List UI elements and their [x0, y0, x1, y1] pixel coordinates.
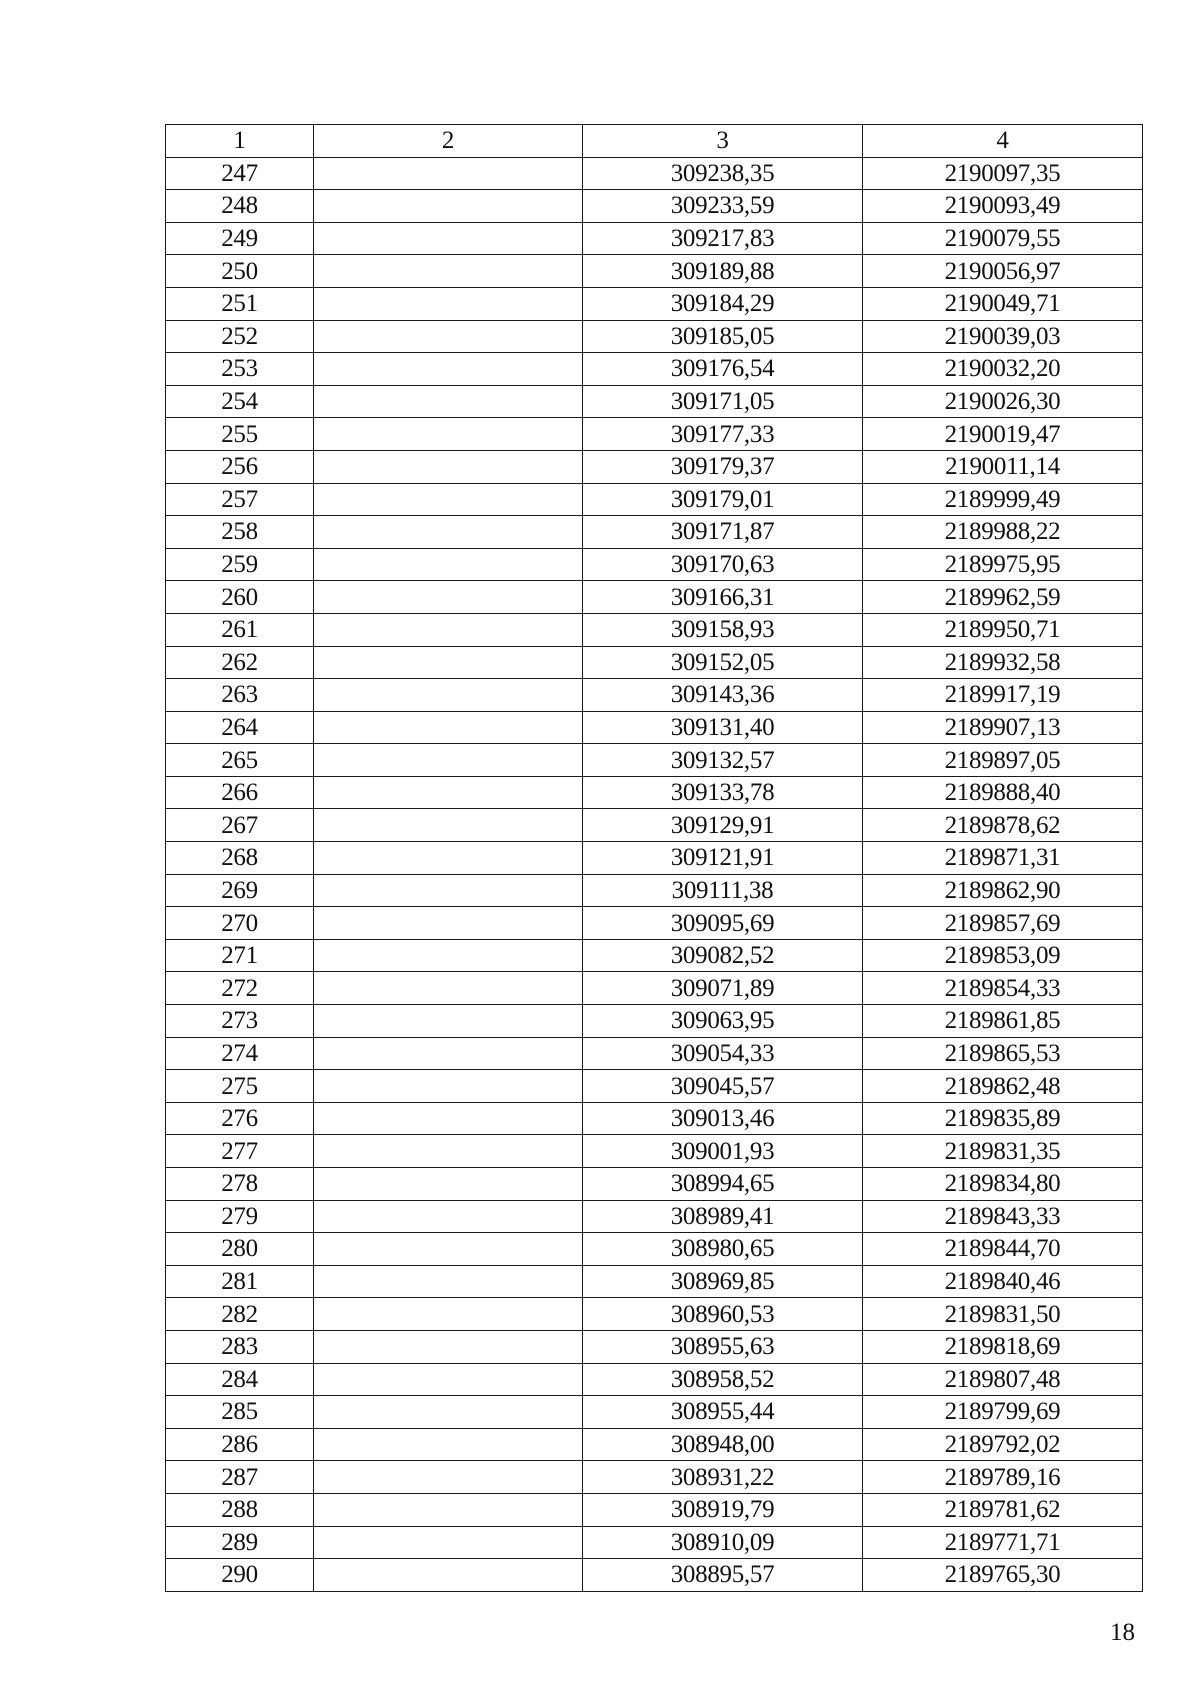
table-row [166, 1102, 1143, 1135]
table-row [166, 842, 1143, 875]
table-row [166, 613, 1143, 646]
table-row [166, 287, 1143, 320]
table-row [166, 646, 1143, 679]
table-row [166, 1330, 1143, 1363]
point-number-cell: 252 [166, 320, 314, 353]
description-cell [314, 1265, 583, 1298]
x-coordinate-cell: 309131,40 [583, 711, 863, 744]
table-row [166, 711, 1143, 744]
description-cell [314, 1037, 583, 1070]
y-coordinate-cell: 2189834,80 [863, 1168, 1143, 1201]
x-coordinate-cell: 309045,57 [583, 1070, 863, 1103]
x-coordinate-cell: 308969,85 [583, 1265, 863, 1298]
description-cell [314, 1363, 583, 1396]
y-coordinate-cell: 2189792,02 [863, 1428, 1143, 1461]
point-number-cell: 263 [166, 679, 314, 712]
x-coordinate-cell: 309177,33 [583, 418, 863, 451]
description-cell [314, 711, 583, 744]
y-coordinate-cell: 2189831,50 [863, 1298, 1143, 1331]
point-number-cell: 284 [166, 1363, 314, 1396]
point-number-cell: 287 [166, 1461, 314, 1494]
x-coordinate-cell: 309166,31 [583, 581, 863, 614]
point-number-cell: 262 [166, 646, 314, 679]
table-row [166, 548, 1143, 581]
y-coordinate-cell: 2189932,58 [863, 646, 1143, 679]
y-coordinate-cell: 2189840,46 [863, 1265, 1143, 1298]
x-coordinate-cell: 309063,95 [583, 1005, 863, 1038]
description-cell [314, 679, 583, 712]
x-coordinate-cell: 309189,88 [583, 255, 863, 288]
point-number-cell: 260 [166, 581, 314, 614]
description-cell [314, 1070, 583, 1103]
y-coordinate-cell: 2190093,49 [863, 190, 1143, 223]
x-coordinate-cell: 309071,89 [583, 972, 863, 1005]
point-number-cell: 281 [166, 1265, 314, 1298]
table-row [166, 1526, 1143, 1559]
y-coordinate-cell: 2190011,14 [863, 450, 1143, 483]
x-coordinate-cell: 309132,57 [583, 744, 863, 777]
description-cell [314, 353, 583, 386]
x-coordinate-cell: 309001,93 [583, 1135, 863, 1168]
table-row [166, 776, 1143, 809]
x-coordinate-cell: 308910,09 [583, 1526, 863, 1559]
coordinates-table [165, 124, 1143, 1592]
point-number-cell: 247 [166, 157, 314, 190]
point-number-cell: 282 [166, 1298, 314, 1331]
point-number-cell: 269 [166, 874, 314, 907]
description-cell [314, 1493, 583, 1526]
y-coordinate-cell: 2189865,53 [863, 1037, 1143, 1070]
description-cell [314, 1428, 583, 1461]
y-coordinate-cell: 2190032,20 [863, 353, 1143, 386]
y-coordinate-cell: 2189862,90 [863, 874, 1143, 907]
description-cell [314, 646, 583, 679]
description-cell [314, 809, 583, 842]
point-number-cell: 285 [166, 1396, 314, 1429]
x-coordinate-cell: 309133,78 [583, 776, 863, 809]
table-row [166, 972, 1143, 1005]
table-row [166, 157, 1143, 190]
table-row [166, 1037, 1143, 1070]
point-number-cell: 255 [166, 418, 314, 451]
table-row [166, 222, 1143, 255]
point-number-cell: 257 [166, 483, 314, 516]
y-coordinate-cell: 2189831,35 [863, 1135, 1143, 1168]
y-coordinate-cell: 2190097,35 [863, 157, 1143, 190]
x-coordinate-cell: 309171,05 [583, 385, 863, 418]
x-coordinate-cell: 309129,91 [583, 809, 863, 842]
point-number-cell: 290 [166, 1559, 314, 1592]
x-coordinate-cell: 308948,00 [583, 1428, 863, 1461]
x-coordinate-cell: 308955,63 [583, 1330, 863, 1363]
y-coordinate-cell: 2189862,48 [863, 1070, 1143, 1103]
table-row [166, 483, 1143, 516]
x-coordinate-cell: 308980,65 [583, 1233, 863, 1266]
table-row [166, 809, 1143, 842]
point-number-cell: 261 [166, 613, 314, 646]
table-row [166, 1493, 1143, 1526]
description-cell [314, 1330, 583, 1363]
table-body [166, 157, 1143, 1591]
x-coordinate-cell: 309054,33 [583, 1037, 863, 1070]
y-coordinate-cell: 2190019,47 [863, 418, 1143, 451]
point-number-cell: 277 [166, 1135, 314, 1168]
point-number-cell: 256 [166, 450, 314, 483]
description-cell [314, 1461, 583, 1494]
point-number-cell: 272 [166, 972, 314, 1005]
y-coordinate-cell: 2189861,85 [863, 1005, 1143, 1038]
header-cell-col-4: 4 [863, 125, 1143, 158]
x-coordinate-cell: 308960,53 [583, 1298, 863, 1331]
x-coordinate-cell: 308955,44 [583, 1396, 863, 1429]
table-row [166, 1005, 1143, 1038]
description-cell [314, 1005, 583, 1038]
table-header [166, 125, 1143, 158]
y-coordinate-cell: 2189854,33 [863, 972, 1143, 1005]
table-row [166, 1233, 1143, 1266]
point-number-cell: 258 [166, 516, 314, 549]
table-row [166, 744, 1143, 777]
table-row [166, 1135, 1143, 1168]
y-coordinate-cell: 2189789,16 [863, 1461, 1143, 1494]
point-number-cell: 279 [166, 1200, 314, 1233]
description-cell [314, 972, 583, 1005]
x-coordinate-cell: 309233,59 [583, 190, 863, 223]
x-coordinate-cell: 309082,52 [583, 939, 863, 972]
description-cell [314, 190, 583, 223]
x-coordinate-cell: 309179,01 [583, 483, 863, 516]
description-cell [314, 613, 583, 646]
y-coordinate-cell: 2189781,62 [863, 1493, 1143, 1526]
table-row [166, 1265, 1143, 1298]
table-row [166, 255, 1143, 288]
header-cell-col-3: 3 [583, 125, 863, 158]
x-coordinate-cell: 309095,69 [583, 907, 863, 940]
y-coordinate-cell: 2189888,40 [863, 776, 1143, 809]
point-number-cell: 280 [166, 1233, 314, 1266]
description-cell [314, 1135, 583, 1168]
table-row [166, 1461, 1143, 1494]
y-coordinate-cell: 2189799,69 [863, 1396, 1143, 1429]
table-row [166, 874, 1143, 907]
point-number-cell: 274 [166, 1037, 314, 1070]
description-cell [314, 255, 583, 288]
description-cell [314, 1102, 583, 1135]
y-coordinate-cell: 2189988,22 [863, 516, 1143, 549]
x-coordinate-cell: 309176,54 [583, 353, 863, 386]
y-coordinate-cell: 2190039,03 [863, 320, 1143, 353]
table-row [166, 320, 1143, 353]
description-cell [314, 1168, 583, 1201]
table-row [166, 1396, 1143, 1429]
point-number-cell: 275 [166, 1070, 314, 1103]
description-cell [314, 157, 583, 190]
description-cell [314, 1526, 583, 1559]
x-coordinate-cell: 308958,52 [583, 1363, 863, 1396]
point-number-cell: 286 [166, 1428, 314, 1461]
point-number-cell: 273 [166, 1005, 314, 1038]
table-row [166, 1168, 1143, 1201]
y-coordinate-cell: 2190049,71 [863, 287, 1143, 320]
header-cell-col-1: 1 [166, 125, 314, 158]
point-number-cell: 254 [166, 385, 314, 418]
description-cell [314, 939, 583, 972]
x-coordinate-cell: 309184,29 [583, 287, 863, 320]
table-row [166, 353, 1143, 386]
x-coordinate-cell: 309170,63 [583, 548, 863, 581]
y-coordinate-cell: 2189818,69 [863, 1330, 1143, 1363]
point-number-cell: 283 [166, 1330, 314, 1363]
x-coordinate-cell: 308895,57 [583, 1559, 863, 1592]
description-cell [314, 744, 583, 777]
table-row [166, 581, 1143, 614]
y-coordinate-cell: 2190026,30 [863, 385, 1143, 418]
y-coordinate-cell: 2189857,69 [863, 907, 1143, 940]
x-coordinate-cell: 309185,05 [583, 320, 863, 353]
table-row [166, 190, 1143, 223]
point-number-cell: 253 [166, 353, 314, 386]
description-cell [314, 320, 583, 353]
description-cell [314, 1233, 583, 1266]
table-row [166, 907, 1143, 940]
point-number-cell: 278 [166, 1168, 314, 1201]
y-coordinate-cell: 2189907,13 [863, 711, 1143, 744]
table-row [166, 1363, 1143, 1396]
point-number-cell: 271 [166, 939, 314, 972]
description-cell [314, 450, 583, 483]
x-coordinate-cell: 309217,83 [583, 222, 863, 255]
description-cell [314, 776, 583, 809]
y-coordinate-cell: 2189897,05 [863, 744, 1143, 777]
point-number-cell: 289 [166, 1526, 314, 1559]
description-cell [314, 483, 583, 516]
point-number-cell: 259 [166, 548, 314, 581]
point-number-cell: 265 [166, 744, 314, 777]
point-number-cell: 266 [166, 776, 314, 809]
y-coordinate-cell: 2190056,97 [863, 255, 1143, 288]
description-cell [314, 907, 583, 940]
y-coordinate-cell: 2189878,62 [863, 809, 1143, 842]
x-coordinate-cell: 309158,93 [583, 613, 863, 646]
description-cell [314, 385, 583, 418]
x-coordinate-cell: 309152,05 [583, 646, 863, 679]
description-cell [314, 1200, 583, 1233]
y-coordinate-cell: 2189871,31 [863, 842, 1143, 875]
y-coordinate-cell: 2189962,59 [863, 581, 1143, 614]
y-coordinate-cell: 2189835,89 [863, 1102, 1143, 1135]
x-coordinate-cell: 309121,91 [583, 842, 863, 875]
x-coordinate-cell: 309179,37 [583, 450, 863, 483]
header-row [166, 125, 1143, 158]
description-cell [314, 222, 583, 255]
table-row [166, 450, 1143, 483]
point-number-cell: 288 [166, 1493, 314, 1526]
table-row [166, 1559, 1143, 1592]
header-cell-col-2: 2 [314, 125, 583, 158]
y-coordinate-cell: 2189807,48 [863, 1363, 1143, 1396]
x-coordinate-cell: 309171,87 [583, 516, 863, 549]
point-number-cell: 268 [166, 842, 314, 875]
description-cell [314, 1396, 583, 1429]
point-number-cell: 249 [166, 222, 314, 255]
y-coordinate-cell: 2189853,09 [863, 939, 1143, 972]
x-coordinate-cell: 309013,46 [583, 1102, 863, 1135]
description-cell [314, 418, 583, 451]
description-cell [314, 516, 583, 549]
y-coordinate-cell: 2189765,30 [863, 1559, 1143, 1592]
point-number-cell: 270 [166, 907, 314, 940]
description-cell [314, 581, 583, 614]
table-row [166, 939, 1143, 972]
y-coordinate-cell: 2189844,70 [863, 1233, 1143, 1266]
table-row [166, 516, 1143, 549]
x-coordinate-cell: 308931,22 [583, 1461, 863, 1494]
point-number-cell: 251 [166, 287, 314, 320]
x-coordinate-cell: 308994,65 [583, 1168, 863, 1201]
point-number-cell: 276 [166, 1102, 314, 1135]
y-coordinate-cell: 2189843,33 [863, 1200, 1143, 1233]
point-number-cell: 267 [166, 809, 314, 842]
point-number-cell: 248 [166, 190, 314, 223]
x-coordinate-cell: 308989,41 [583, 1200, 863, 1233]
y-coordinate-cell: 2189950,71 [863, 613, 1143, 646]
y-coordinate-cell: 2190079,55 [863, 222, 1143, 255]
table-row [166, 1298, 1143, 1331]
page-number: 18 [1110, 1619, 1135, 1646]
description-cell [314, 1298, 583, 1331]
y-coordinate-cell: 2189771,71 [863, 1526, 1143, 1559]
description-cell [314, 548, 583, 581]
description-cell [314, 1559, 583, 1592]
table-row [166, 418, 1143, 451]
table-row [166, 385, 1143, 418]
description-cell [314, 874, 583, 907]
y-coordinate-cell: 2189917,19 [863, 679, 1143, 712]
x-coordinate-cell: 308919,79 [583, 1493, 863, 1526]
description-cell [314, 842, 583, 875]
table-row [166, 1070, 1143, 1103]
table-row [166, 1428, 1143, 1461]
point-number-cell: 264 [166, 711, 314, 744]
x-coordinate-cell: 309143,36 [583, 679, 863, 712]
point-number-cell: 250 [166, 255, 314, 288]
y-coordinate-cell: 2189975,95 [863, 548, 1143, 581]
x-coordinate-cell: 309111,38 [583, 874, 863, 907]
description-cell [314, 287, 583, 320]
x-coordinate-cell: 309238,35 [583, 157, 863, 190]
table-row [166, 1200, 1143, 1233]
y-coordinate-cell: 2189999,49 [863, 483, 1143, 516]
table-row [166, 679, 1143, 712]
